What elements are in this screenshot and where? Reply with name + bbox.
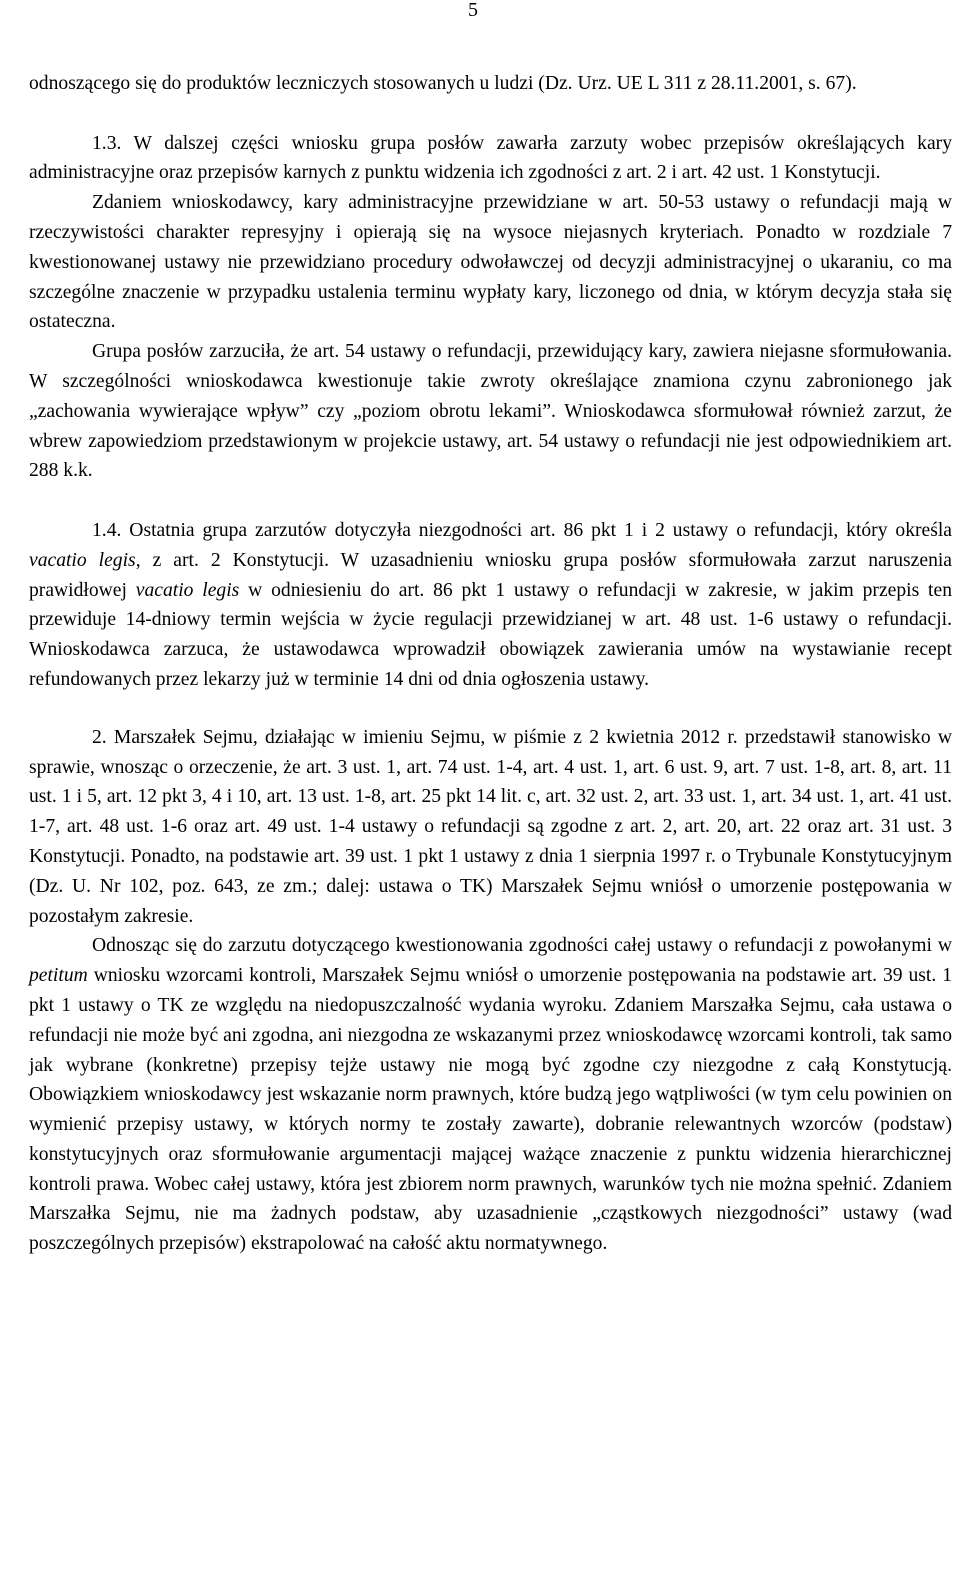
text-run: , z art. 2 Konstytucji. W uzasadnieniu wniosku grupa posłów sformułowała zarzut naruszenia prawidłowej <box>29 549 953 601</box>
italic-term: vacatio legis <box>135 579 240 601</box>
page-number: 5 <box>468 0 478 21</box>
paragraph-marshal-position <box>29 931 952 1259</box>
text-run: wniosku wzorcami kontroli, Marszałek Sejmu wniósł o umorzenie postępowania na podstawie art. 39 ust. 1 pkt 1 ustawy o TK ze względu na niedopuszczalność wydania wyroku. Zdaniem Marszałka Sejmu, cała ustawa o refundacji nie może być ani zgodna, ani niezgodna ze wskazanymi przez wnioskodawcę wzorcami kontroli, tak samo jak wybrane (konkretne) przepisy tejże ustawy nie mogą być zgodne czy niezgodne z całą Konstytucją. Obowiązkiem wnioskodawcy jest wskazanie norm prawnych, które budzą jego wątpliwości (w tym celu powinien on wymienić przepisy ustawy, w których normy te zostały zawarte), dobranie relewantnych wzorców (podstaw) konstytucyjnych oraz sformułowanie argumentacji mającej ważące znaczenie z punktu widzenia hierarchicznej kontroli prawa. Wobec całej ustawy, która jest zbiorem norm prawnych, warunków tych nie można spełnić. Zdaniem Marszałka Sejmu, nie ma żadnych podstaw, aby uzasadnienie „cząstkowych niezgodności” ustawy (wad poszczególnych przepisów) ekstrapolować na całość aktu normatywnego. <box>29 965 952 1255</box>
text-run: w odniesieniu do art. 86 pkt 1 ustawy o refundacji w zakresie, w jakim przepis ten przewiduje 14-dniowy termin wejścia w życie regulacji przewidzianej w art. 48 ust. 1-6 ustawy o refundacji. Wnioskodawca zarzuca, że ustawodawca wprowadził obowiązek zawierania umów na wystawianie recept refundowanych przez lekarzy już w terminie 14 dni od dnia ogłoszenia ustawy. <box>29 579 952 690</box>
paragraph-2: 2. Marszałek Sejmu, działając w imieniu Sejmu, w piśmie z 2 kwietnia 2012 r. przedstawił stanowisko w sprawie, wnosząc o orzeczenie, że art. 3 ust. 1, art. 74 ust. 1-4, art. 4 ust. 1, art. 6 ust. 9, art. 7 ust. 1-8, art. 8, art. 11 ust. 1 i 5, art. 12 pkt 3, 4 i 10, art. 13 ust. 1-8, art. 25 pkt 14 lit. c, art. 32 ust. 2, art. 33 ust. 1, art. 34 ust. 1, art. 41 ust. 1-7, art. 48 ust. 1-6 oraz art. 49 ust. 1-4 ustawy o refundacji są zgodne z art. 2, art. 20, art. 22 oraz art. 31 ust. 3 Konstytucji. Ponadto, na podstawie art. 39 ust. 1 pkt 1 ustawy z dnia 1 sierpnia 1997 r. o Trybunale Konstytucyjnym (Dz. U. Nr 102, poz. 643, ze zm.; dalej: ustawa o TK) Marszałek Sejmu wniósł o umorzenie postępowania w pozostałym zakresie. <box>29 726 952 927</box>
document-body <box>29 69 952 1259</box>
paragraph-applicant-view: Zdaniem wnioskodawcy, kary administracyjne przewidziane w art. 50-53 ustawy o refundacji mają w rzeczywistości charakter represyjny i opierają się na wysoce niejasnych kryteriach. Ponadto w rozdziale 7 kwestionowanej ustawy nie przewidziano procedury odwoławczej od decyzji administracyjnej o ukaraniu, co ma szczególne znaczenie w przypadku ustalenia terminu wypłaty kary, liczonego od dnia, w którym decyzja stała się ostateczna. <box>29 192 952 333</box>
paragraph-continuation: odnoszącego się do produktów leczniczych stosowanych u ludzi (Dz. Urz. UE L 311 z 28.11.2001, s. 67). <box>29 73 857 94</box>
italic-term: vacatio legis <box>29 549 136 571</box>
text-run: 1.4. Ostatnia grupa zarzutów dotyczyła niezgodności art. 86 pkt 1 i 2 ustawy o refundacji, który określa <box>92 519 952 541</box>
paragraph-1-3: 1.3. W dalszej części wniosku grupa posłów zawarła zarzuty wobec przepisów określających kary administracyjne oraz przepisów karnych z punktu widzenia ich zgodności z art. 2 i art. 42 ust. 1 Konstytucji. <box>29 132 952 184</box>
paragraph-group-allegation: Grupa posłów zarzuciła, że art. 54 ustawy o refundacji, przewidujący kary, zawiera niejasne sformułowania. W szczególności wnioskodawca kwestionuje takie zwroty określające znamiona czynu zabronionego jak „zachowania wywierające wpływ” czy „poziom obrotu lekami”. Wnioskodawca sformułował również zarzut, że wbrew zapowiedziom przedstawionym w projekcie ustawy, art. 54 ustawy o refundacji nie jest odpowiednikiem art. 288 k.k. <box>29 341 952 482</box>
text-run: Odnosząc się do zarzutu dotyczącego kwestionowania zgodności całej ustawy o refundacji z powołanymi w <box>92 935 952 957</box>
paragraph-1-4 <box>29 516 952 695</box>
italic-term: petitum <box>29 965 88 987</box>
